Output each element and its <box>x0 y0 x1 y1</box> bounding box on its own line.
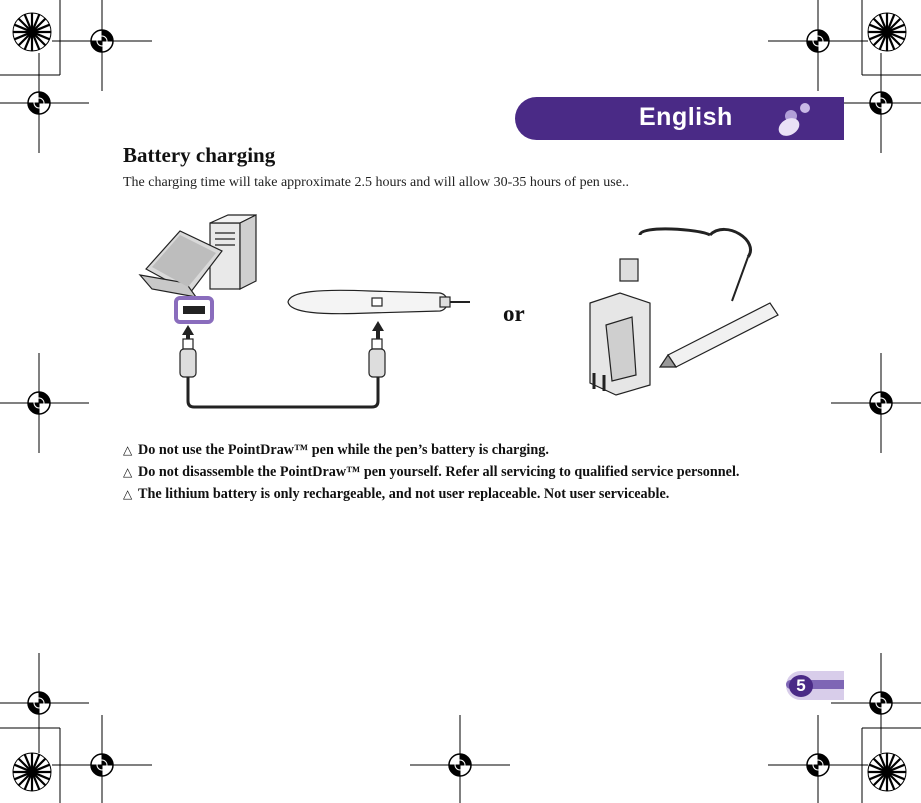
brand-droplet-icon <box>769 100 829 140</box>
computer-icon <box>140 215 256 297</box>
usb-cable-icon <box>180 339 385 377</box>
color-star-target-icon <box>13 753 51 791</box>
section-title: Battery charging <box>123 143 276 167</box>
registration-mark-icon <box>52 715 152 803</box>
charging-illustration <box>120 205 800 415</box>
caution-item <box>123 439 739 461</box>
warning-triangle-icon: △ <box>123 465 133 479</box>
page-number: 5 <box>796 676 806 695</box>
registration-mark-icon <box>831 353 921 453</box>
language-label: English <box>639 103 733 131</box>
caution-list <box>123 439 739 505</box>
registration-mark-icon <box>410 715 510 803</box>
registration-mark-icon <box>831 653 921 753</box>
registration-mark-icon <box>52 0 152 91</box>
language-tab <box>515 97 844 140</box>
warning-triangle-icon: △ <box>123 443 133 457</box>
pen-icon <box>288 290 470 313</box>
caution-item <box>123 483 739 505</box>
registration-mark-icon <box>768 715 868 803</box>
caution-text: Do not disassemble the PointDraw™ pen yourself. Refer all servicing to qualified service personnel. <box>138 464 740 480</box>
registration-mark-icon <box>0 53 89 153</box>
caution-text: The lithium battery is only rechargeable, and not user replaceable. Not user serviceable. <box>138 486 670 502</box>
registration-mark-icon <box>768 0 868 91</box>
registration-mark-icon <box>0 653 89 753</box>
warning-triangle-icon: △ <box>123 487 133 501</box>
caution-item <box>123 461 739 483</box>
intro-text: The charging time will take approximate 2.5 hours and will allow 30-35 hours of pen use.. <box>123 175 629 190</box>
registration-mark-icon <box>0 353 89 453</box>
color-star-target-icon <box>13 13 51 51</box>
registration-mark-icon <box>831 53 921 153</box>
wall-charger-icon <box>590 229 778 395</box>
color-star-target-icon <box>868 13 906 51</box>
caution-text: Do not use the PointDraw™ pen while the pen’s battery is charging. <box>138 442 549 458</box>
color-star-target-icon <box>868 753 906 791</box>
or-label: or <box>503 301 525 326</box>
